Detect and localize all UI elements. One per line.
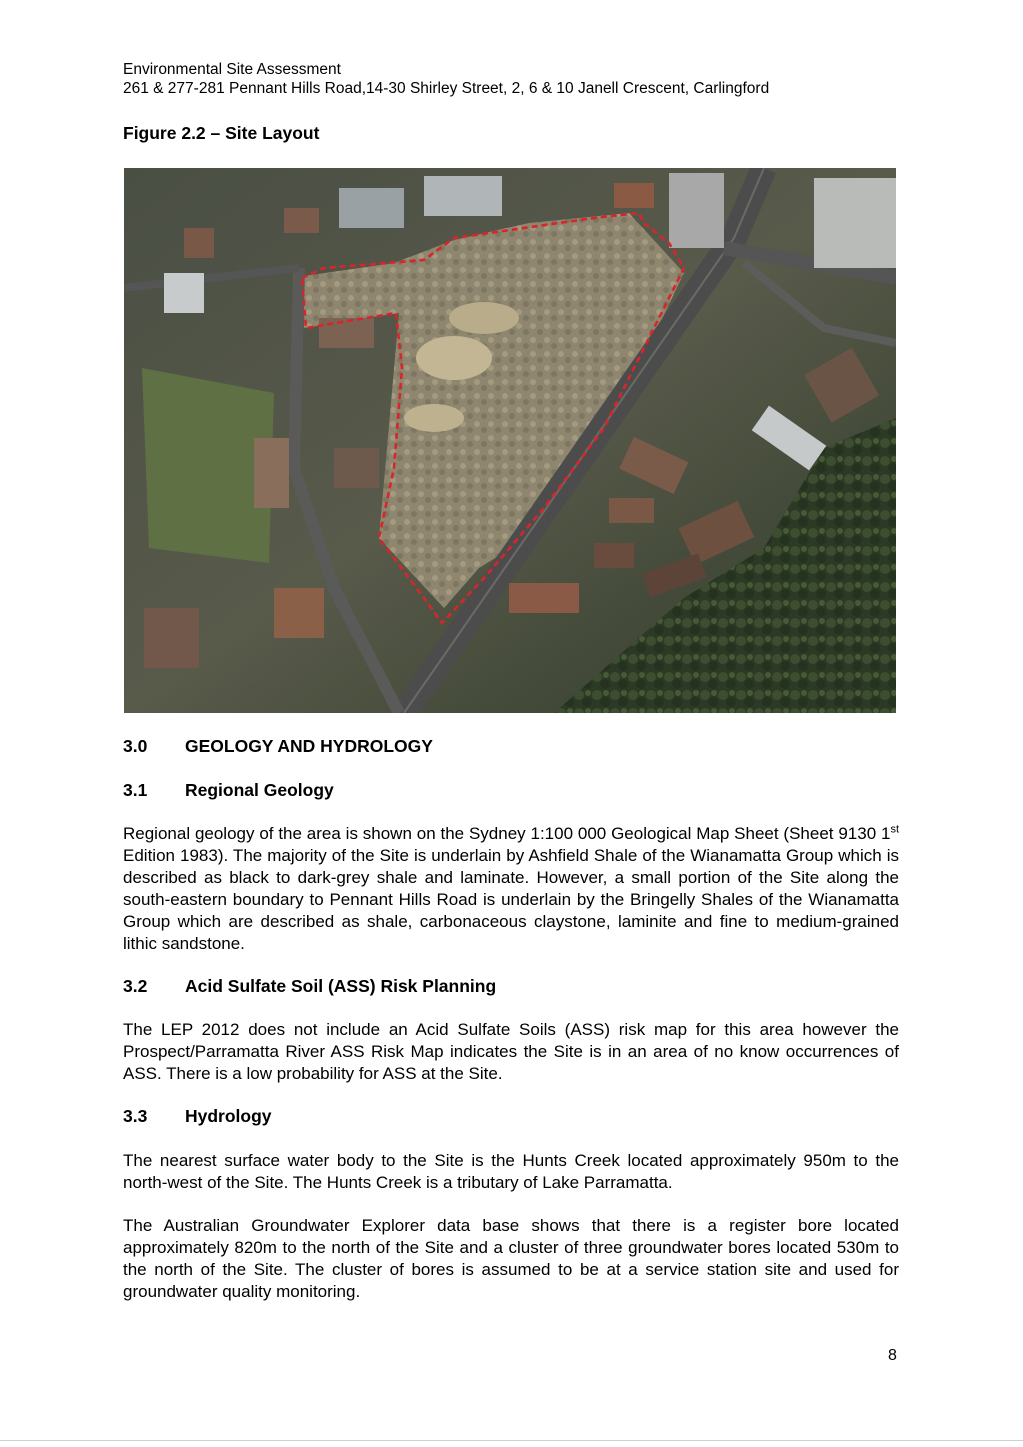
section-heading-3-0: [123, 736, 433, 757]
page-header: [123, 60, 769, 98]
section-title: Acid Sulfate Soil (ASS) Risk Planning: [185, 976, 497, 996]
paragraph-text: Regional geology of the area is shown on the Sydney 1:100 000 Geological Map Sheet (Sheet 9130 1: [123, 824, 891, 843]
header-title: Environmental Site Assessment: [123, 61, 341, 78]
superscript: st: [890, 823, 899, 836]
section-number: 3.3: [123, 1106, 148, 1126]
header-address: 261 & 277-281 Pennant Hills Road,14-30 Shirley Street, 2, 6 & 10 Janell Crescent, Carlingford: [123, 80, 770, 97]
figure-title: Figure 2.2 – Site Layout: [123, 123, 320, 143]
section-heading-3-1: [123, 780, 334, 801]
section-number: 3.2: [123, 976, 148, 996]
site-layout-aerial-image: [124, 168, 896, 713]
section-title: Hydrology: [185, 1106, 272, 1126]
page-number: 8: [888, 1347, 897, 1364]
section-title: GEOLOGY AND HYDROLOGY: [185, 736, 433, 756]
hydrology-paragraph-2: The Australian Groundwater Explorer data base shows that there is a register bore located approximately 820m to the north of the Site and a cluster of three groundwater bores located 530m to the north of the Site. The cluster of bores is assumed to be at a service station site and used for groundwater quality monitoring.: [123, 1216, 899, 1301]
regional-geology-paragraph: [123, 823, 899, 955]
section-number: 3.0: [123, 736, 148, 756]
section-heading-3-3: [123, 1106, 272, 1127]
paragraph-text: Edition 1983). The majority of the Site is underlain by Ashfield Shale of the Wianamatta Group which is described as black to dark-grey shale and laminate. However, a small portion of the Site along the south-eastern boundary to Pennant Hills Road is underlain by the Bringelly Shales of the Wianamatta Group which are described as shale, carbonaceous claystone, laminite and fine to medium-grained lithic sandstone.: [123, 846, 899, 953]
section-number: 3.1: [123, 780, 148, 800]
hydrology-paragraph-1: The nearest surface water body to the Site is the Hunts Creek located approximately 950m to the north-west of the Site. The Hunts Creek is a tributary of Lake Parramatta.: [123, 1151, 899, 1192]
section-title: Regional Geology: [185, 780, 334, 800]
ass-risk-paragraph: The LEP 2012 does not include an Acid Sulfate Soils (ASS) risk map for this area however the Prospect/Parramatta River ASS Risk Map indicates the Site is in an area of no know occurrences of ASS. There is a low probability for ASS at the Site.: [123, 1020, 899, 1083]
page-bottom-border: [0, 1440, 1023, 1441]
section-heading-3-2: [123, 976, 496, 997]
